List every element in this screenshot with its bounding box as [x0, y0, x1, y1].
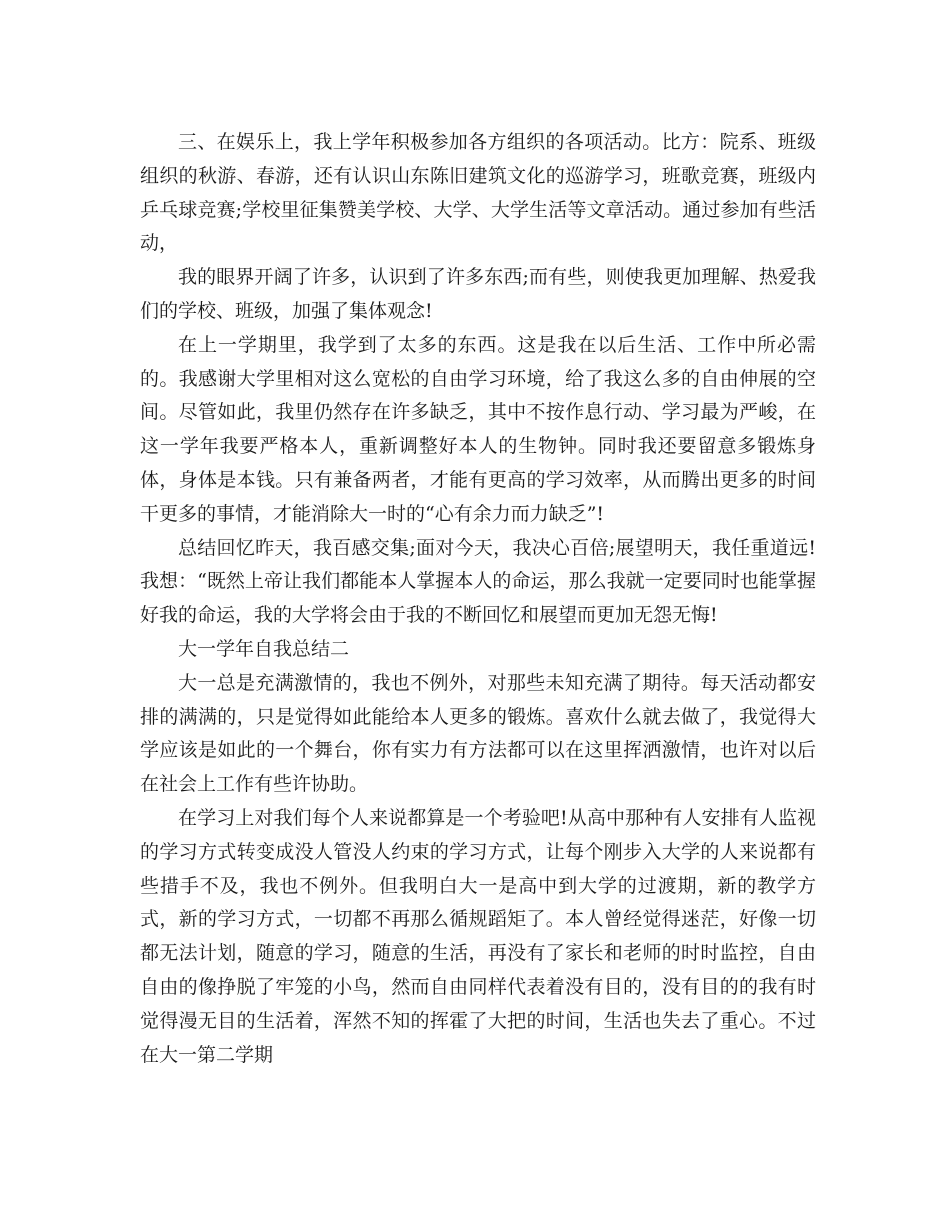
paragraph-study: 在学习上对我们每个人来说都算是一个考验吧!从高中那种有人安排有人监视的学习方式转变成没人管没人约束的学习方式，让每个刚步入大学的人来说都有些措手不及，我也不例外。但我明白大一是高中到大学的过渡期，新的教学方式，新的学习方式，一切都不再那么循规蹈矩了。本人曾经觉得迷茫，好像一切都无法计划，随意的学习，随意的生活，再没有了家长和老师的时时监控，自由自由的像挣脱了牢笼的小鸟，然而自由同样代表着没有目的，没有目的的我有时觉得漫无目的生活着，浑然不知的挥霍了大把的时间，生活也失去了重心。不过在大一第二学期 — [140, 806, 816, 1066]
paragraph-freshman-passion: 大一总是充满激情的，我也不例外，对那些未知充满了期待。每天活动都安排的满满的，只是觉得如此能给本人更多的锻炼。喜欢什么就去做了，我觉得大学应该是如此的一个舞台，你有实力有方法都可以在这里挥洒激情，也许对以后在社会上工作有些许协助。 — [140, 671, 816, 796]
paragraph-entertainment: 三、在娱乐上，我上学年积极参加各方组织的各项活动。比方：院系、班级组织的秋游、春游，还有认识山东陈旧建筑文化的巡游学习，班歌竞赛，班级内乒乓球竞赛;学校里征集赞美学校、大学、大学生活等文章活动。通过参加有些活动， — [140, 131, 816, 255]
paragraph-last-semester: 在上一学期里，我学到了太多的东西。这是我在以后生活、工作中所必需的。我感谢大学里相对这么宽松的自由学习环境，给了我这么多的自由伸展的空间。尽管如此，我里仍然存在许多缺乏，其中不按作息行动、学习最为严峻，在这一学年我要严格本人，重新调整好本人的生物钟。同时我还要留意多锻炼身体，身体是本钱。只有兼备两者，才能有更高的学习效率，从而腾出更多的时间干更多的事情，才能消除大一时的“心有余力而力缺乏”! — [140, 333, 816, 525]
document-body — [140, 126, 816, 1072]
paragraph-reflection: 总结回忆昨天，我百感交集;面对今天，我决心百倍;展望明天，我任重道远!我想：“既然上帝让我们都能本人掌握本人的命运，那么我就一定要同时也能掌握好我的命运，我的大学将会由于我的不断回忆和展望而更加无怨无悔! — [140, 536, 816, 627]
paragraph-horizon: 我的眼界开阔了许多，认识到了许多东西;而有些，则使我更加理解、热爱我们的学校、班级，加强了集体观念! — [140, 266, 816, 322]
section-heading-summary-two: 大一学年自我总结二 — [178, 637, 350, 660]
